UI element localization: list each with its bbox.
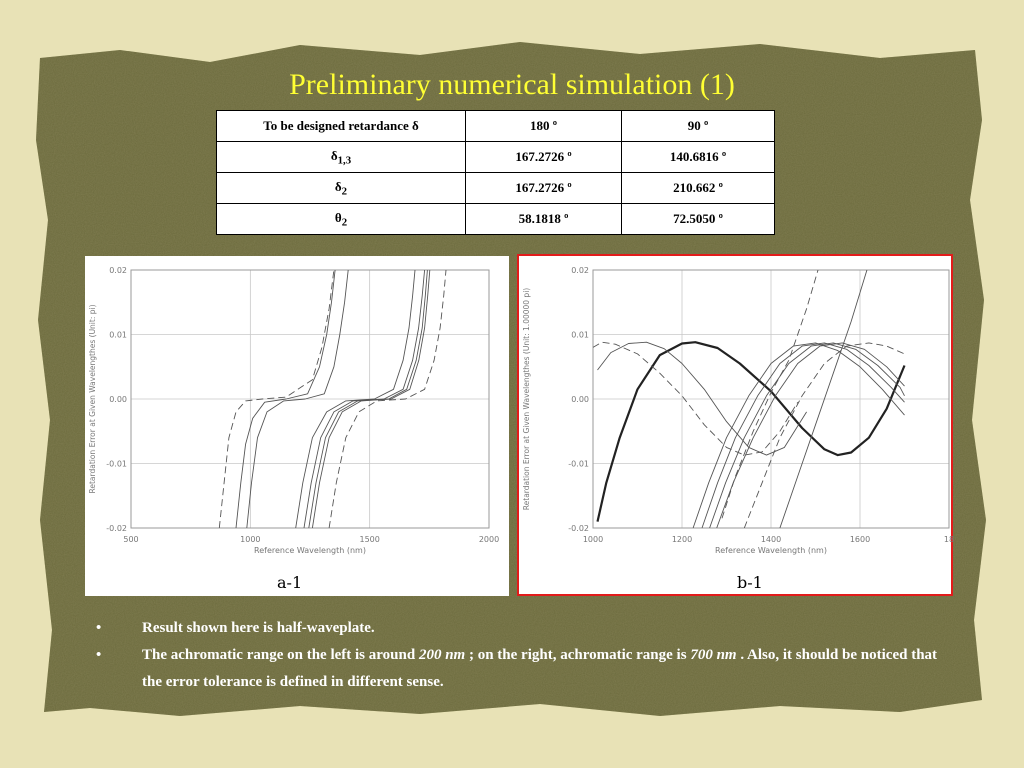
bullet-list <box>96 615 946 696</box>
table-row-label <box>217 173 466 204</box>
x-axis-label: Reference Wavelength (nm) <box>254 546 366 555</box>
bullet-emphasis: 200 nm <box>418 647 466 663</box>
bullet-text: Result shown here is half-waveplate. <box>142 620 375 636</box>
x-tick-label: 1400 <box>760 535 782 544</box>
x-tick-label: 1200 <box>671 535 693 544</box>
series-line-steep-solid-right <box>780 264 869 528</box>
retardance-table <box>216 110 775 235</box>
table-cell: 72.5050 º <box>622 204 775 235</box>
table-header-cell: To be designed retardance δ <box>217 111 466 142</box>
table-header-row <box>217 111 775 142</box>
table-cell: 167.2726 º <box>466 173 622 204</box>
series-line-rise-2 <box>702 343 905 528</box>
bullet-text: . Also, it should be noticed that the error tolerance is defined in different sense. <box>142 647 938 690</box>
table-cell: 58.1818 º <box>466 204 622 235</box>
y-tick-label: 0.01 <box>109 330 127 340</box>
table-row-label <box>217 204 466 235</box>
y-tick-label: 0.00 <box>109 395 127 404</box>
table-row-label <box>217 142 466 173</box>
row-symbol: θ <box>334 209 342 225</box>
bullet-item <box>96 615 946 642</box>
x-tick-label: 1500 <box>359 535 380 544</box>
table-header-cell: 90 º <box>622 111 775 142</box>
y-axis-label: Retardation Error at Given Wavelengthes (Unit: 1.00000 pi) <box>522 287 531 511</box>
chart-panel-b <box>517 254 953 596</box>
y-tick-label: -0.02 <box>568 524 589 533</box>
y-tick-label: 0.00 <box>571 395 589 404</box>
chart-b-svg <box>519 256 955 594</box>
table-row <box>217 142 775 173</box>
x-tick-label: 500 <box>123 535 139 544</box>
row-symbol: δ <box>334 178 342 194</box>
row-subscript: 1,3 <box>337 154 352 167</box>
x-tick-label: 18 <box>943 535 955 544</box>
bullet-marker: • <box>96 620 102 636</box>
row-subscript: 2 <box>341 185 348 198</box>
x-tick-label: 1600 <box>849 535 871 544</box>
series-line-rise-1 <box>693 343 904 528</box>
panel-label-b: b-1 <box>737 573 763 592</box>
chart-panel-a <box>85 256 509 596</box>
bullet-emphasis: 700 nm <box>690 647 737 663</box>
panel-label-a: a-1 <box>277 573 303 592</box>
row-symbol: δ <box>330 147 338 163</box>
x-tick-label: 1000 <box>240 535 261 544</box>
table-row <box>217 204 775 235</box>
table-header-cell: 180 º <box>466 111 622 142</box>
y-tick-label: -0.02 <box>106 524 127 533</box>
bullet-text: ; on the right, achromatic range is <box>465 647 691 663</box>
chart-a-svg <box>85 256 509 596</box>
y-axis-label: Retardation Error at Given Wavelengthes (Unit: pi) <box>88 304 97 494</box>
series-line-bold-main <box>598 342 905 521</box>
x-tick-label: 2000 <box>478 535 500 544</box>
y-tick-label: 0.02 <box>571 266 589 275</box>
y-tick-label: 0.01 <box>571 330 589 340</box>
bullet-item <box>96 642 946 696</box>
bullet-text: The achromatic range on the left is around <box>142 647 419 663</box>
table-cell: 140.6816 º <box>622 142 775 173</box>
table-cell: 167.2726 º <box>466 142 622 173</box>
series-line-dash-right <box>744 343 904 528</box>
x-tick-label: 1000 <box>582 535 604 544</box>
table-cell: 210.662 º <box>622 173 775 204</box>
table-row <box>217 173 775 204</box>
bullet-marker: • <box>96 647 102 663</box>
x-axis-label: Reference Wavelength (nm) <box>715 546 827 555</box>
y-tick-label: -0.01 <box>106 459 127 469</box>
row-subscript: 2 <box>341 216 348 229</box>
y-tick-label: 0.02 <box>109 266 127 275</box>
y-tick-label: -0.01 <box>568 459 589 469</box>
slide-title: Preliminary numerical simulation (1) <box>289 68 735 101</box>
